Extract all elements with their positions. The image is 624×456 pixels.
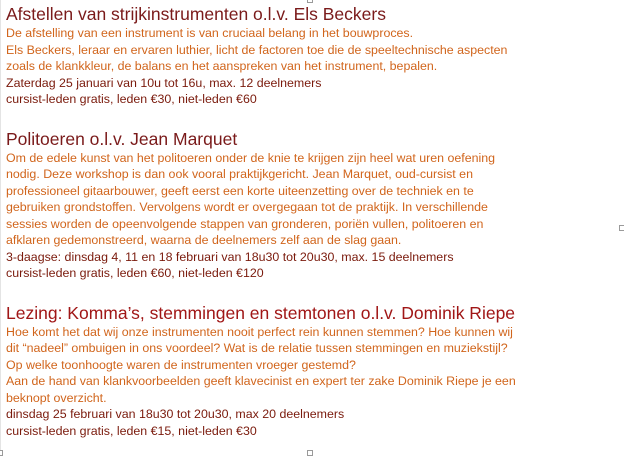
section-title: Lezing: Komma’s, stemmingen en stemtonen o.l.v. Dominik Riepe bbox=[6, 302, 516, 323]
body-line: De afstelling van een instrument is van cruciaal belang in het bouwproces. bbox=[6, 26, 414, 40]
lecture-section bbox=[6, 302, 618, 440]
schedule-line: Zaterdag 25 januari van 10u tot 16u, max. 12 deelnemers bbox=[6, 75, 322, 90]
text-frame bbox=[6, 3, 618, 439]
section-title: Politoeren o.l.v. Jean Marquet bbox=[6, 128, 238, 149]
body-line: nodig. Deze workshop is dan ook vooral praktijkgericht. Jean Marquet, oud-cursist en bbox=[6, 167, 473, 181]
body-line: Hoe komt het dat wij onze instrumenten nooit perfect rein kunnen stemmen? Hoe kunnen wij bbox=[6, 324, 513, 339]
price-line: cursist-leden gratis, leden €60, niet-leden €120 bbox=[6, 266, 264, 280]
workshop-section bbox=[6, 3, 618, 108]
body-line: professioneel gitaarbouwer, geeft eerst een korte uiteenzetting over de techniek en te bbox=[6, 183, 474, 198]
body-line: zoals de klankkleur, de balans en het aanspreken van het instrument, bepalen. bbox=[6, 59, 438, 73]
body-line: gebruiken grondstoffen. Vervolgens wordt er overgegaan tot de praktijk. In verschillende bbox=[6, 200, 488, 214]
workshop-section bbox=[6, 128, 618, 282]
frame-edge bbox=[0, 0, 1, 456]
frame-handle-bottom bbox=[307, 450, 313, 456]
schedule-line: dinsdag 25 februari van 18u30 tot 20u30, max 20 deelnemers bbox=[6, 407, 345, 421]
body-line: Om de edele kunst van het politoeren onder de knie te krijgen zijn heel wat uren oefening bbox=[6, 150, 496, 165]
schedule-line: 3-daagse: dinsdag 4, 11 en 18 februari van 18u30 tot 20u30, max. 15 deelnemers bbox=[6, 249, 454, 264]
body-line: Aan de hand van klankvoorbeelden geeft klavecinist en expert ter zake Dominik Riepe je een bbox=[6, 374, 516, 388]
frame-handle-bottom-left bbox=[0, 450, 3, 456]
section-title: Afstellen van strijkinstrumenten o.l.v. Els Beckers bbox=[6, 4, 386, 24]
body-line: sessies worden de opeenvolgende stappen van gronderen, poriën vullen, politoeren en bbox=[6, 216, 484, 231]
body-line: afklaren gedemonstreerd, waarna de deelnemers zelf aan de slag gaan. bbox=[6, 233, 402, 247]
body-line: Els Beckers, leraar en ervaren luthier, licht de factoren toe die de speeltechnische aspecten bbox=[6, 42, 508, 57]
frame-handle-right bbox=[619, 225, 624, 231]
body-line: Op welke toonhoogte waren de instrumenten vroeger gestemd? bbox=[6, 357, 356, 372]
price-line: cursist-leden gratis, leden €15, niet-leden €30 bbox=[6, 423, 257, 438]
body-line: beknopt overzicht. bbox=[6, 390, 107, 405]
body-line: dit “nadeel” ombuigen in ons voordeel? Wat is de relatie tussen stemmingen en muziekstijl? bbox=[6, 341, 508, 355]
price-line: cursist-leden gratis, leden €30, niet-leden €60 bbox=[6, 92, 257, 106]
